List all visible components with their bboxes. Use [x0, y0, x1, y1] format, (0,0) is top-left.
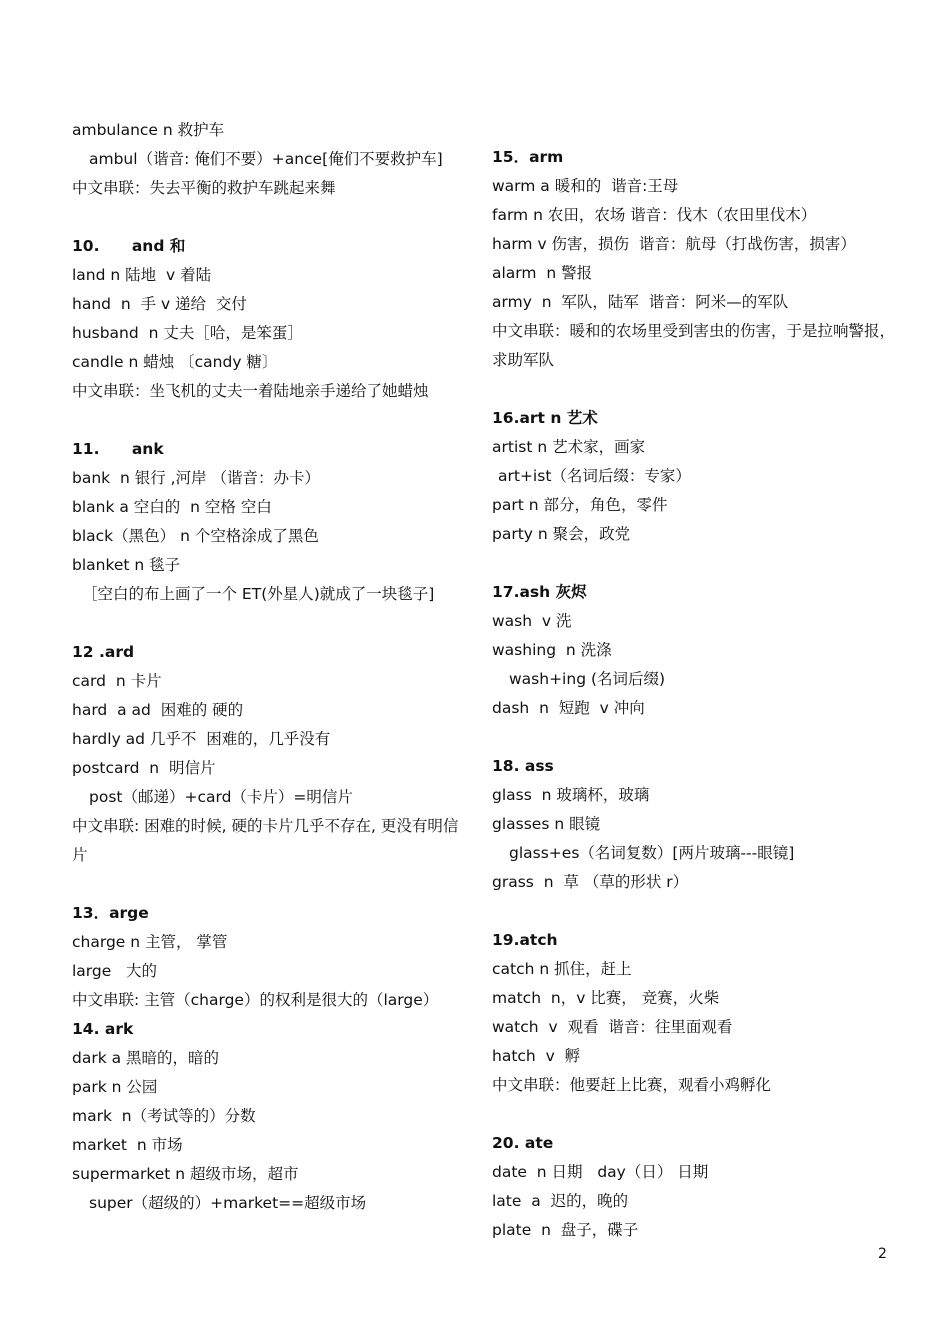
story-arm: 中文串联：暖和的农场里受到害虫的伤害，于是拉响警报，求助军队 [492, 322, 896, 369]
story-ambulance: 中文串联：失去平衡的救护车跳起来舞 [72, 179, 336, 197]
entry-washing: washing n 洗涤 [492, 641, 612, 659]
section-heading-ate: 20. ate [492, 1134, 554, 1152]
mnemonic-ambulance: ambul（谐音: 俺们不要）+ance[俺们不要救护车] [89, 150, 443, 168]
mnemonic-postcard: post（邮递）+card（卡片）=明信片 [89, 788, 353, 806]
entry-husband: husband n 丈夫［哈，是笨蛋］ [72, 324, 303, 342]
entry-late: late a 迟的，晚的 [492, 1192, 629, 1210]
right-column [492, 143, 902, 1245]
entry-match: match n，v 比赛， 竞赛，火柴 [492, 989, 720, 1007]
entry-grass: grass n 草 （草的形状 r） [492, 873, 689, 891]
section-heading-ass: 18. ass [492, 757, 554, 775]
entry-date: date n 日期 day（日） 日期 [492, 1163, 709, 1181]
section-heading-arm: 15．arm [492, 148, 564, 166]
entry-park: park n 公园 [72, 1078, 158, 1096]
entry-party: party n 聚会，政党 [492, 525, 631, 543]
entry-supermarket: supermarket n 超级市场，超市 [72, 1165, 299, 1183]
section-heading-ard: 12 .ard [72, 643, 135, 661]
mnemonic-blanket: ［空白的布上画了一个 ET(外星人)就成了一块毯子] [82, 585, 435, 603]
entry-blanket: blanket n 毯子 [72, 556, 181, 574]
section-heading-art: 16.art n 艺术 [492, 409, 598, 427]
story-arge: 中文串联: 主管（charge）的权利是很大的（large） [72, 991, 439, 1009]
section-heading-ash: 17.ash 灰烬 [492, 583, 587, 601]
entry-hardly: hardly ad 几乎不 困难的，几乎没有 [72, 730, 331, 748]
section-heading-arge: 13．arge [72, 904, 149, 922]
entry-card: card n 卡片 [72, 672, 162, 690]
story-ard: 中文串联: 困难的时候, 硬的卡片几乎不存在, 更没有明信片 [72, 817, 459, 864]
section-heading-and: 10. and 和 [72, 237, 186, 255]
spacer [492, 549, 902, 578]
mnemonic-artist: art+ist（名词后缀：专家） [498, 467, 691, 485]
section-heading-ark: 14. ark [72, 1020, 134, 1038]
entry-blank: blank a 空白的 n 空格 空白 [72, 498, 272, 516]
entry-army: army n 军队，陆军 谐音：阿米—的军队 [492, 293, 789, 311]
left-column [72, 116, 467, 1218]
entry-bank: bank n 银行 ,河岸 （谐音：办卡） [72, 469, 321, 487]
entry-part: part n 部分，角色，零件 [492, 496, 668, 514]
spacer [72, 870, 467, 899]
entry-plate: plate n 盘子，碟子 [492, 1221, 639, 1239]
spacer [492, 723, 902, 752]
spacer [72, 406, 467, 435]
entry-black: black（黑色） n 个空格涂成了黑色 [72, 527, 319, 545]
entry-market: market n 市场 [72, 1136, 183, 1154]
story-atch: 中文串联：他要赶上比赛，观看小鸡孵化 [492, 1076, 772, 1094]
entry-hard: hard a ad 困难的 硬的 [72, 701, 244, 719]
entry-postcard: postcard n 明信片 [72, 759, 216, 777]
spacer [72, 609, 467, 638]
entry-farm: farm n 农田，农场 谐音：伐木（农田里伐木） [492, 206, 817, 224]
mnemonic-supermarket: super（超级的）+market==超级市场 [89, 1194, 367, 1212]
story-and: 中文串联：坐飞机的丈夫一着陆地亲手递给了她蜡烛 [72, 382, 429, 400]
entry-warm: warm a 暖和的 谐音:王母 [492, 177, 679, 195]
entry-hand: hand n 手 v 递给 交付 [72, 295, 247, 313]
entry-alarm: alarm n 警报 [492, 264, 593, 282]
mnemonic-glasses: glass+es（名词复数）[两片玻璃---眼镜] [509, 844, 795, 862]
entry-hatch: hatch v 孵 [492, 1047, 581, 1065]
entry-ambulance: ambulance n 救护车 [72, 121, 225, 139]
entry-glass: glass n 玻璃杯，玻璃 [492, 786, 650, 804]
mnemonic-washing: wash+ing (名词后缀) [509, 670, 666, 688]
entry-mark: mark n（考试等的）分数 [72, 1107, 256, 1125]
entry-glasses: glasses n 眼镜 [492, 815, 601, 833]
entry-land: land n 陆地 v 着陆 [72, 266, 212, 284]
section-heading-atch: 19.atch [492, 931, 558, 949]
entry-large: large 大的 [72, 962, 158, 980]
spacer [492, 375, 902, 404]
entry-artist: artist n 艺术家，画家 [492, 438, 646, 456]
spacer [492, 897, 902, 926]
entry-dash: dash n 短跑 v 冲向 [492, 699, 645, 717]
entry-harm: harm v 伤害，损伤 谐音：航母（打战伤害，损害） [492, 235, 856, 253]
entry-wash: wash v 洗 [492, 612, 572, 630]
entry-catch: catch n 抓住，赶上 [492, 960, 632, 978]
entry-dark: dark a 黑暗的，暗的 [72, 1049, 220, 1067]
entry-charge: charge n 主管， 掌管 [72, 933, 228, 951]
section-heading-ank: 11. ank [72, 440, 164, 458]
spacer [72, 203, 467, 232]
page-number: 2 [878, 1246, 887, 1262]
entry-watch: watch v 观看 谐音：往里面观看 [492, 1018, 733, 1036]
entry-candle: candle n 蜡烛 〔candy 糖〕 [72, 353, 278, 371]
spacer [492, 1100, 902, 1129]
